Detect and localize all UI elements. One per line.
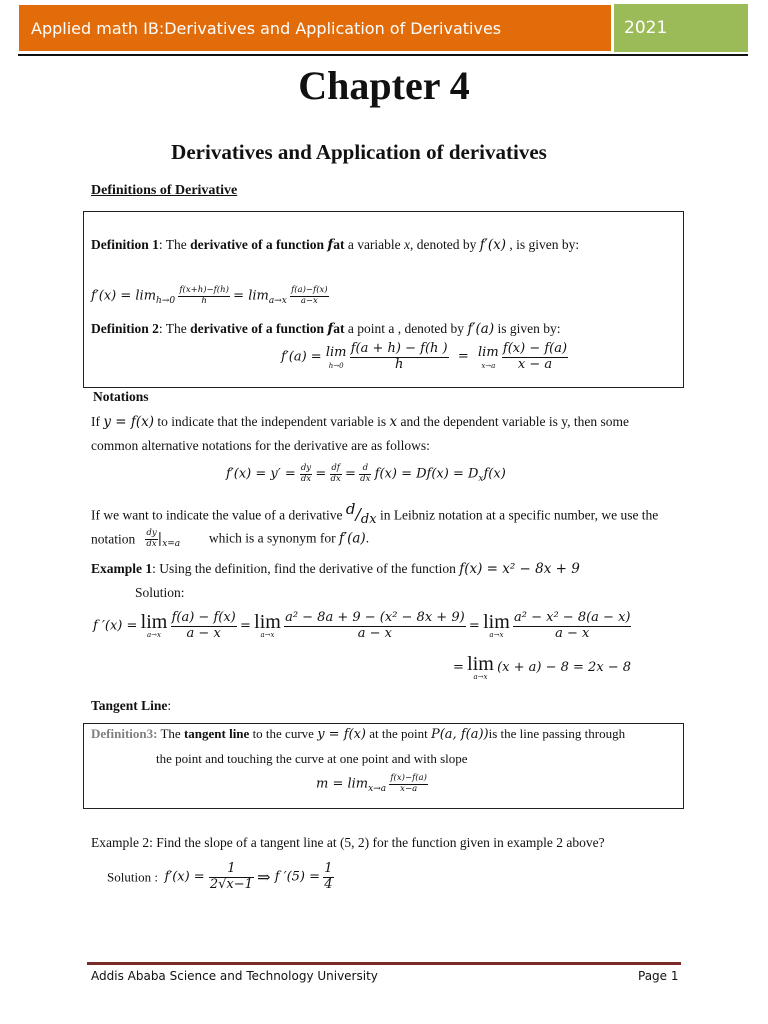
definition-3: Definition3: The tangent line to the curve y = f(x) at the point P(a, f(a))is the line passing through (91, 726, 626, 742)
solution-label: Solution: (135, 585, 185, 600)
example-2: Example 2: Find the slope of a tangent line at (5, 2) for the function given in example 2 above? (91, 835, 605, 850)
page-header (18, 4, 748, 52)
footer-divider (87, 962, 681, 965)
chapter-title: Chapter 4 (298, 63, 470, 108)
example-1: Example 1: Using the definition, find the derivative of the function f(x) = x² − 8x + 9 (91, 561, 580, 577)
header-divider (18, 54, 748, 56)
notation-line: notation $\frac{dy}{dx}$ $|_{x=a}$ which is a synonym for f′(a). (91, 528, 370, 550)
header-year: 2021 (614, 4, 748, 52)
definition-3-line-2: the point and touching the curve at one point and with slope (156, 751, 468, 766)
header-title: Applied math IB:Derivatives and Application of Derivatives (18, 4, 612, 52)
footer-institution: Addis Ababa Science and Technology University (91, 969, 378, 983)
definition-2: Definition 2: The derivative of a function fat a point a , denoted by f′(a) is given by: (91, 321, 561, 337)
tangent-line-heading: Tangent Line: (91, 698, 172, 713)
document-subtitle: Derivatives and Application of derivatives (171, 140, 547, 164)
leibniz-paragraph: If we want to indicate the value of a derivative $^d/_{dx}$ in Leibniz notation at a specific number, we use the (91, 500, 659, 528)
definition-1: Definition 1: The derivative of a function fat a variable x, denoted by f′(x) , is given by: (91, 237, 580, 253)
example-1-solution-formula: f ′(x) = lim a→x $\frac{f(a) - f(x)}{a - x}$ = lim a→x $\frac{\text{a² − 8a + 9 − (x² − 8x + 9)}}{a - x}$ = lim a→x $\frac{\text{a² − x² − 8(a − x)}}{a - x}$ (93, 610, 631, 641)
notations-formula: f′(x) = y′ = $\frac{dy}{dx}$ = $\frac{df}{dx}$ = $\frac{d}{dx}$ $f(x) = Df(x) = D_xf(x)$ (226, 463, 506, 484)
definition-3-formula: $m = \lim_{x\to a}$ $\frac{f(x)-f(a)}{x-a}$ (316, 773, 427, 794)
page-number: Page 1 (638, 969, 679, 983)
definition-1-formula: $f'(x) = \lim_{h\to 0}$ $\frac{f(x+h)-f(h)}{h}$ = $\lim_{a\to x}$ $\frac{f(a)-f(x)}{a-x}$ (91, 285, 328, 306)
definitions-heading: Definitions of Derivative (91, 183, 238, 198)
notations-paragraph-1: If y = f(x) to indicate that the independent variable is x and the dependent variable is y, then some (91, 414, 630, 430)
example-1-solution-result: = lim a→x (x + a) − 8 = 2x − 8 (453, 653, 632, 681)
example-2-solution: Solution : f′(x) = $\frac{1}{2√x-1}$ ⇒ f ′(5) = $\frac{1}{4}$ (107, 861, 333, 892)
notations-paragraph-2: common alternative notations for the derivative are as follows: (91, 438, 430, 453)
definition-2-formula: f′(a) = lim h→0 $\frac{f(a + h) - f(h )}{h}$ = lim x→a $\frac{f(x) - f(a)}{x - a}$ (281, 341, 568, 372)
notations-heading: Notations (93, 389, 149, 404)
